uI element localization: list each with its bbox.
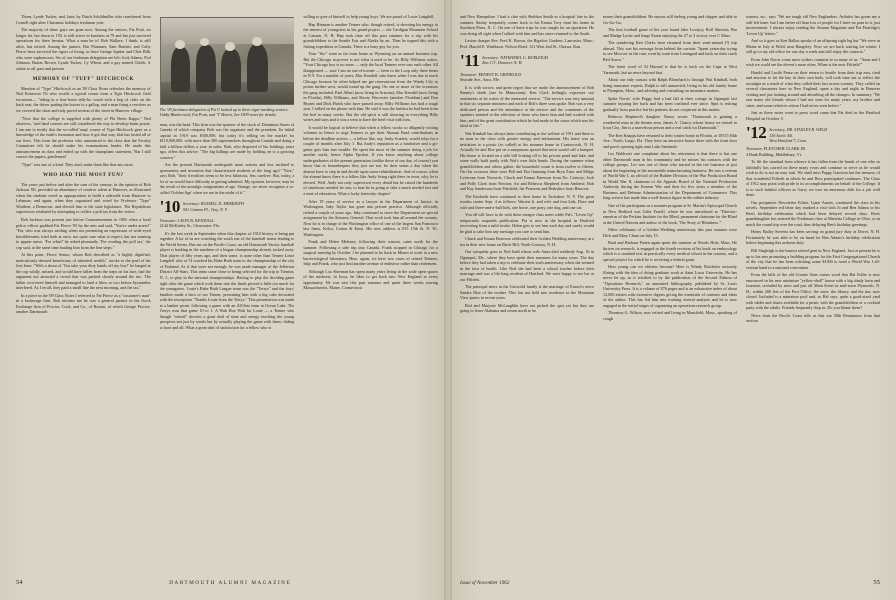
- paragraph: Wat Kimball has always been contributing to the welfare of 1911 and there is no man in the class with greater energy and enthusiasm. His latest was an invitation to a picnic (so called) at his summer home in Contoocook, N. H. Actually he and Else put on a sumptuous spread that most would call a banquet. His home is located on a side hill looking off to his private pond and lake, and some walls built partly with Wat's own little hands. During the summer when grandchildren and others gather, the household count is from twelve to fifteen. On this occasion there were Bill and Dot Gunning from Bryn Zane and Midge Leverone from Norwich; Chuck and Emma Emerson from No. Conway; Josh and Polly Clark from Newton; Art and Rebecca Shepherd from Amherst; Bob and Kay Sanderson from Pittsfield; the Pearsons and Berkshire from Hanover.: [460, 130, 594, 192]
- paragraph: One of the participants at a summer program at St. Martin's Episcopal Church in New Bedford was Gabe Farrell, where he was introduced as "Director-emeritus of the Perkins Institute for the Blind, permanent chairman for the Blind at the United Nations and author of the book, 'The Story of Blindness.'": [603, 202, 737, 225]
- folio-left: 54: [16, 579, 23, 586]
- issue-line: Issue of November 1962: [460, 580, 510, 586]
- photo-caption: The '09 freshman delegation of Psi U looked up to three cigar-smoking seniors: Tubby Blatherwick, Fat Pratt, and 'T' Brown, See 1909 notes for details.: [159, 107, 289, 118]
- paragraph: The wandering Ken Clarks have returned from their semi-annual (?) trip abroad. This was his message from behind the curtain: "Spent yesterday trying to see Moscow in the rain, went by train from Leningrad and back on their crack Red Arrow.": [603, 40, 737, 62]
- paragraph: and New Hampshire. I had a chat with Sheldon Smith in a hospital late in the summer. Smitty frequently comes back to his Emma Troy from his home in Southern Pines, N. C. On one of these trips he was caught for an operation. He was doing all right when I talked with him and has since returned to the South.: [460, 14, 594, 36]
- paragraph: The principal news in the Griswold family is the marriage of Eunice's niece Sandra Dise of the mother. This has not held into residence in the Mountain View patios in recent years.: [460, 284, 594, 301]
- right-columns: [460, 14, 880, 559]
- photo-figure-head: [252, 37, 261, 46]
- class-treasurer-info: Treasurer, FLETCHER CLARK JR. 4 Bank Building, Middlebury, Vt.: [746, 146, 807, 157]
- class-heading-1910: [160, 199, 295, 215]
- paragraph: Rebecca Shepherd's daughter Nancy wrote: "Dartmouth is gaining a wonderful man in the theater area, James A. Clancy whose house we rented in Iowa City. Jim is a marvelous person and a real catch for Dartmouth.": [603, 114, 737, 131]
- photo-figure: [247, 44, 269, 92]
- paragraph: Spike Norris' wife Peggy had a bad fall at their cottage in Ogunquit last summer injuring her back and has been confined ever since. Spin is retiring gradually from practice but his patients do not cooperate in this matter.: [603, 95, 737, 112]
- paragraph: Lesion charges Rev. Fred K. Brown, the Bigelow Gardens, Lancaster, Mass.; Prof. Harold E. Washburn, Nelson Hotel, 121 West 2nd St., Ottawa, Kan.: [460, 38, 594, 49]
- paragraph: About our only contact with Ralph Blanchard is through Wat Kimball, both being insurance experts. Ralph is still unmarried, living in his old family home in Plympton, Mass., and advising and consulting on insurance matters.: [603, 77, 737, 94]
- section-heading-memory: MEMORY OF "TUFF" HITCHCOCK: [32, 76, 135, 83]
- section-heading-most-fun: WHO HAD THE MOST FUN?: [43, 172, 124, 179]
- paragraph: The latest word of Al Hormel is that he is back on the Cape at West Yarmouth, but no news beyond that.: [603, 64, 737, 75]
- paragraph: To lift the standard from whence it has fallen from the hands of one who so faithfully has carried on these many years and continue to serve as he would wish to do is not an easy task. We shall miss Pappy Garrison but the memory of that wonderful Fiftieth in which he and Bess participated continues. The Class of 1912 may point with pride to its accomplishments on behalf of the College. It is to such faithful officers as Garry we owe an enormous debt for a job well done.: [746, 159, 880, 198]
- paragraph: nearer their grandchildren. He reports still feeling young and chipper and able to Go-Go-Go.: [603, 14, 737, 25]
- paragraph: From John Norris come more wishes common to so many of us: "Anne and I wish we could see the eleven's more often. When is the next Fiftieth?": [746, 56, 880, 68]
- paragraph: Just as these notes went to press word came that Pat died in the Hartford Hospital on October 5.: [746, 110, 880, 121]
- photo-figure: [196, 45, 216, 92]
- class-secretary-info: Secretary: NATHANIEL G. BURLEIGH Box 171, Hanover, N. H.: [482, 55, 548, 66]
- paragraph: The first football game of the year found Jake Lovejoy, Roll Sherwin, Bar and Madge Locke and Sarge Eaton enjoying the 27 to 3 victory over C Mass.: [603, 27, 737, 38]
- class-secretary-info: Secretary, DR. STANLEY B. WELD 136 Steele Rd. West Hartford 7, Conn.: [769, 127, 828, 143]
- photo-figure: [221, 49, 241, 92]
- right-column-2: [603, 14, 737, 559]
- left-columns: [16, 14, 438, 559]
- paragraph: The Kimballs have continued to their home in Tuckahoe, N. Y. The great exodus starter Sept. 4 as follows: Warren Jr. and wife and four kids, Dave and wife and three-and-a-half kids, one horse, one pony, one dog, and one cat.: [460, 193, 594, 210]
- page-footer-left: [0, 579, 448, 586]
- photo-block: [160, 17, 295, 118]
- paragraph: It's the last week in September when this chapter of 1910 history is being put together. A lot of us are watching the south run of the baseball teams leading to the World Series. But out on the Pacific Coast, an old Dartmouth Varsity baseball player is basking in the sunshine of a league championship already tucked away. That player of fifty years ago, and then some, is none other than Tenner Louie Langdell who at 74 coached his Babe Ruth team to the championship of the city of Portland. As if that were not enough, he was made manager of the Jefferson District All-Stars. This team came close to being selected for the trip to Trenton, N. J., to play in the national championships. Having to play the deciding game right after the game which took them into the finals proved a little too much for the youngsters. Louie's Babe Ruth League team was the "Terrys" and the boys' families made a hero of our Tenner, presenting him with a big cake decorated with the inscription "Thanks Louie from the Terrys." This presentation was made at a banket picnic following a game with an All-Star team at Ocean Lake. The Terrys won that game 19 to 1. A Wah Hoo Wah for Louie — a Tenner who though "retired" devotes a great deal of time and energy teaching the young prospects not just by words but by actually playing the game with them, sliding to base and all. What a great deal of satisfaction for a fellow who is: [159, 230, 295, 330]
- paragraph: Henry Bailey Stevens has been serving on grand jury duty at Dover, N. H. Fortunately he was able to be on hand for Ben Adams's birthday celebration before beginning this arduous duty.: [746, 229, 880, 246]
- paragraph: After 19 years of service as a lawyer in the Department of Justice, in Washington, Inky Taylor has gone into private practice. Although officially retired a couple of years ago, Inky continued to serve the Department on special assignment by the Attorney General. That work took him all around the country. Now he is in charge of the Washington office of one of the largest San Francisco law firms, Kelso, Cotton & Ernst. His new address is 815 15th St. N. W., Washington.: [303, 198, 439, 237]
- paragraph: News from the Pacific Coast tells us that our 50th Reunioners from that section: [746, 312, 880, 324]
- left-column-3: [303, 14, 438, 559]
- paragraph: man, was the head. This firm was the sponsor of the stock of Dominion Stores of Canada of which company Bob was the organizer and the president. Its initial capital in 1919 was $500,000, but today it's selling on the market for $110,000,000, with more than 300 supermarkets throughout Canada and doing a half a billion dollars a year in sales. Bob, who disposed of his holdings years ago, offers this advice: "The big killings are made by holding on to a growing concern.": [159, 121, 295, 160]
- paragraph: Thorn, Lynde Tucker, and, later, by Dutch Schildmiller who transferred from Cornell right after Christmas holidays freshman year.: [16, 14, 151, 25]
- paragraph: Les Waldron's one complaint about his retirement is that there is but one other Dartmouth man in his community and he misses his contacts with the college groups. Les was one of those who started in the tire business at just about the beginning of the automobile manufacturing business. He was a veteran of World War I, an official of the Rubber Division of the War Production Board in World War II, chairman of the Appeals Board of the National Production Authority during the Korean War and then for five years a member of the Business and Defense Administration of the Department of Commerce. This long service has made him a well-known figure in the rubber industry.: [603, 151, 737, 201]
- paragraph: Frank and Helen Meleney, following their custom, came north for the summer. Following a side trip into Canada, Frank stopped in Chicago for a surgical meeting by October 1 he planned to be back in Miami at work in a new bacteriological laboratory. Here, again, we have two cases of retired Tenners, Inky and Frank, who just find another avenue of endeavor rather than retirement.: [303, 239, 439, 267]
- photograph-psi-u-delegation: [160, 17, 295, 105]
- paragraph: Brad and Barbara Patten again spent the summer at Woods Hole, Mass. He thrives on research, is engaged in the fourth revision of his book on embryology which is a standard text in practically every medical school in the country, and a special project for which he is receiving a federal grant.: [603, 240, 737, 262]
- paragraph: It is with sorrow and great regret that we make the announcement of Bob Barney's death (see In Memoriam). Ken Clark feelingly expresses our sentiments as he writes of the memorial service. "The service was very unusual in that six separate ministers and each of Bob's three sons spoke. Bob was a very dedicated person and the attendance at the service and the comments of the speakers attested to the affection of those who knew him and had worked with him, and of the great contribution which he had made to the cause which was his ideal in life.": [460, 84, 594, 129]
- paragraph: Red and Marjorie McLaughlin have not picked the spot yet but they are going to leave Alabama and return north to be: [460, 302, 594, 314]
- paragraph: Hap Hinman is another Tenner who, though retired, is devoting his energy to the interest of youngsters in his grand project — the Cardigan Mountain School at Canaan, N. H. Hap took time off this past summer for a trip with his grandchildren to the Seattle Fair and Alaska by air. Then he topped this with a fishing expedition in Canada. There is a busy guy for you.: [303, 21, 439, 49]
- class-heading-1911: [460, 53, 594, 69]
- paragraph: Your "Sec" went as far from home as Wyoming on an annual business trip. But the Chicago stop-over is not what it used to be. As Billy Williams writes, "Your Chicago boy is no more — only the local Tenners ever saw each other. All disappeared — now I am an out-of-towner — been to the Loop only three times in N.Y. For a number of years, Mac Kendall, who knew when I was due to reach Chicago because he often helped me get reservations from the Windy City to points further west, would round up the gang. On one or more of the occasions the gang included, Paul Albert (now living in Arizona), Mac Kendall (now living in Florida), Billy Williams, and Shorty Worcester (another Floridian) and Don Bryant and Dick Huish who have passed away. Billy Williams has had a tough year. I talked on the phone with him. He said it was the farthest he had been from the bed in many weeks. But the old spirit is still showing in everything Billy writes and says and it was a treat to have the brief visit with him.: [303, 51, 439, 123]
- paragraph: Mention of "Type" Hitchcock in an '09 Class Notes refreshes the memory of Ned Kenerson '03 who recalls a typical return from a Type Hitchcock field excursion— "riding in a four-horse tally-ho coach with a keg of cider on the back seat, the driver putting the horses to a gallop, and a man firing a revolver as we covered the short and only paved section of the street in Hanover village.: [16, 85, 151, 113]
- photo-figure-head: [225, 42, 234, 51]
- paragraph: Bob Jackson was present just before Commencement in 1905 when a local police officer grabbed Fat Pierce '05 by the arm and said, "You're under arrest!" "Fat, who was always smiling when not presenting an expression of wide-eyed bewilderment, tried both at once, not quite sure what to expect, but not wanting to appear naive. 'For what?' he asked pleasantly. 'For evading the poll tax,' the cop said, at the same time hauling him from the fine steps.": [16, 217, 151, 250]
- paragraph: The years just before and after the turn of the century, in the opinion of Bob Jackson '00, provided an abundance of creative talent at Hanover, as illustrated when the students voted as appropriation to build a sidewalk from Hanover to Lebanon; and again, when they organized and voted for Professor "Type" Worthen, a Democrat, and elected him to the state legislature. The Republican supervisors retaliated by attempting to collect a poll tax from the voters.: [16, 181, 151, 215]
- paragraph: Although Lou Sherman has spent many years living in the wide open spaces of the midwest, in Iowa, he likes to get back into New England at every opportunity. He was east this past summer and spent three weeks touring Massachusetts, Maine, Connecticut: [303, 268, 439, 291]
- folio-right: 55: [873, 579, 880, 586]
- page-right: [448, 0, 896, 600]
- paragraph: At this point, Pierce Senior, whom Bob described as "a highly dignified, meticulously-dressed beneficiary of inherited wealth," awoke to the peril of his first born. "With a shout of 'You take your dirty hands off my boy!' he lunged at the cop wildly, missed, and would have fallen from the steps on his face, had the argument not attracted a crowd that was packed closely around the trio. The father recovered himself and managed to land a blow or two before bystanders interfered. As I recall, they paid a small fine the next morning, and the tax.": [16, 252, 151, 291]
- paragraph: In a piece in the '09 Class Notes I referred to Fat Pierce as a "customer's man" in a brokerage firm. Bob informs me he was a general partner in the Stock Exchange firm of Proctor, Cook, and Co., of Boston, of which George Proctor, another Dartmouth: [16, 292, 151, 315]
- paragraph: And so it goes as Ken Ballou speaks of an offspring right leg but "We were in Maine in July at Wold, near Rangeley. Now we are back waiting for winter. I still go to my old office for one day a week and still enjoy the contacts.": [746, 38, 880, 55]
- right-column-3: [746, 14, 880, 559]
- paragraph: The majority of these guys are gone now. Among the seniors, Fat Pratt, no longer fat, but down to 150, is still active in business at 79 and has just survived operations for three hernias. What a man he is! Bob Wallace, I think, is still alive, but retired. Among the juniors, Dut Plummer, Sam Bartlett, and Cully Pierce have survived the rigors of living, as have George Spaker and Clint Bills who were sophomores. Six of our freshman delegation are left: Jock Adams, Pod Johnson, Buster Brown, Lynde Tucker, Cy Wheat, and a guy named Childs. A salute to all, past and present.: [16, 27, 151, 71]
- class-year-number: '12: [746, 123, 767, 143]
- paragraph: How young can we oldsters become? Here is Windy Batchelor seriously flirting with the idea of doing graduate work at Saint Louis University. He has never let up, as is testified to by the publication of the Second Edition of "Operations Research," an annotated bibliography, published by St. Louis University Press. It is a volume of 876 pages and is an exhaustive index of about 12,000 entries with extensive digests giving the essentials of contents and ideas of the author. This has led him into training several analysts and he is now engaged in the initial stages of organizing an operations research group.: [603, 264, 737, 308]
- paragraph: Thornton G. Wilson, now retired and living in Mansfield, Mass., speaking of cough: [603, 310, 737, 321]
- paragraph: Bill Singleigh is the busiest retired gent in New England. Just at present he is up to his ears promoting a building program for the First Congregational Church of the city that he has been soliciting some $1300 to send a World War I all-veteran band to a national convention.: [746, 247, 880, 270]
- paragraph: Are the present Dartmouth undergrads more serious and less inclined to spontaneity and invention that characterized students of the long ago? "Now," says Bob, "their frivolities seem to be less hilarious, less carefree. But, today, a lot of us would have difficulty in getting admitted. My opinion, however, may be the result of the nostalgic astigmatism of age. Strange, we never recognize a so-called 'Golden Age' when we are in the midst of it.": [159, 162, 295, 195]
- paragraph: Chuck and Emma Emerson celebrated their Golden Wedding anniversary at a tea in their new home on Birch Hill, North Conway, N. H.: [460, 236, 594, 247]
- class-year-number: '10: [159, 197, 180, 217]
- left-column-1: [16, 14, 151, 559]
- class-treasurer-info: Treasurer: ERNEST B. GRINROLD Seaside Ave., Saco, Me.: [460, 71, 522, 83]
- paragraph: "Type" was one of a kind. They don't make them like that any more.: [21, 161, 134, 167]
- paragraph: winters, etc., says "We are tough old New Englanders. Arthritis has given me a stiff left knee, but I am better off than lots of people for I have no pain in it, just inconvenient. I always enjoy reading the Alumni Magazine and Pat Partridge's 'Leven Up' letters.": [746, 14, 880, 36]
- paragraph: Other celebrants of a Golden Wedding anniversary this past summer were Dick and Mary Chase on July 15.: [603, 227, 737, 238]
- paragraph: It would be logical to believe that when a fellow works so diligently writing volumes in letters to urge Tenners to get their Alumni Fund contributions in before the deadline arrives — a fellow like, say, Andy Scarlett, would relax for a couple of months after July 1. But Andy's reputation as a fundraiser and a go-getter gets him into trouble. He spent the most of the summer doing a job for another outfit; hence Alpha Epsilon. If you know anything about college undergraduates of the present generation (unlike those of our day, of course) you know that as housekeepers they just are not, be their status a day when the alumni have to step in and decide upon some rehabilitation. And of course, when the alumni know there is a fellow like Andy living right there in town, why, he is elected. Well, Andy not only supervised every detail but he raised the hundreds of simoleons needed, he saw, to bear be in going to take a much needed rest and a time of relaxation. What a lucky fraternity chapter!: [303, 124, 439, 196]
- paragraph: Harold and Lucile Pease on their return to Seattle from their trip east, tired and anxious to hit the hay in their own beds, will took time out to reflect the nostalgia as a result of what they called their last across-country. They called on several classmates here in New England, spent a day and night in Hanover visiting and just looking around and absorbing all the changes. In summary "We saw many old friends whom I had not seen for many years, my brother and sister, and some relatives whom I had never seen before.": [746, 69, 880, 108]
- paragraph: The Ken Knapps have returned to their winter home in Florida, at 10515 84th Ave., North, Largo, Fla. They have an attractive house there with the front door and porch opening right onto Lake Seminole.: [603, 132, 737, 149]
- paragraph: "Now that the college is supplied with plenty of Phi Betes Kapps," Ned observes, "and hard courses are still considered the way to develop brain power, I am one to testify that the so-called 'snap' course of Type Hitchcock gave us a knowledge of the earth's formation and how it got that way, that has lasted all of our lives. This from the professor who announced to the class that the Faculty Committee felt he should make his examinations harder. He made this announcement in class and ended up with the triumphant statement, 'But I still correct the papers, gentlemen!': [16, 115, 151, 160]
- class-treasurer-info: Treasurer: LEON B. KENDALL 2144 McKinley St., Clearwater, Fla.: [159, 217, 220, 229]
- photo-figure-head: [175, 40, 184, 49]
- paragraph: willing to give of himself to help young boys. We are proud of Louie Langdell.: [303, 14, 435, 19]
- photo-figure: [171, 47, 190, 92]
- class-heading-1912: [746, 125, 880, 143]
- left-column-2: [160, 14, 295, 559]
- paragraph: From the hills of the old Granite State comes word that Hal Fuller is now ensconced in his new miniature "yellow-shell" house with a big shady lawn and fountain, secluded by trees and just off Main Street in mid-town Plymouth, N. H., within 200 feet of the Post Office, the store, the library, and the inn, now closed. Included is a miniature pool and, as Hal says, quite a good-sized yard with tables and chairs available for a picnic with the grandchildren or a cocktail party with the adults. Friends frequently drop in. Do you blame them?: [746, 272, 880, 311]
- paragraph: Our sympathy goes to Ned Judd whose wife Anna died suddenly Aug. 16 in Ogunquit, Me., where they have spent their summers for many years. The day before they had taken a trip to celebrate their sixth anniversary when she seemed in the best of health. Like Ned she had been a school teacher before their marriage and was a life-long resident of Hartford. We were happy to see her at our Fiftieth.: [460, 249, 594, 282]
- page-footer-right: [448, 579, 896, 586]
- paragraph: You all will have to do with these meagre class notes while Pat's "Leven Up" temporarily suspends publication. Pat is now in the hospital in Hartford recovering from a mild stroke. Helen gets to see him each day and surely would be glad to take him any message you care to send him.: [460, 212, 594, 234]
- paragraph: Our peripatetic Newsletter Editor, Lyme Armes, continued the class in his travels. September red letter day marked a visit with Jo and Ben Adams to his Ben's birthday celebration which had been delayed several days. Ben's granddaughter has entered the Freshman class at Marietta College in Ohio, so in much the round trip over the road, thus delaying Ben's birthday greetings.: [746, 199, 880, 227]
- class-year-number: '11: [460, 51, 480, 71]
- running-head: DARTMOUTH ALUMNI MAGAZINE: [169, 580, 292, 586]
- class-secretary-info: Secretary: RUSSELL D. MEREDITH 501 Cannon Pl., Troy, N. Y.: [182, 201, 244, 212]
- right-column-1: [460, 14, 594, 559]
